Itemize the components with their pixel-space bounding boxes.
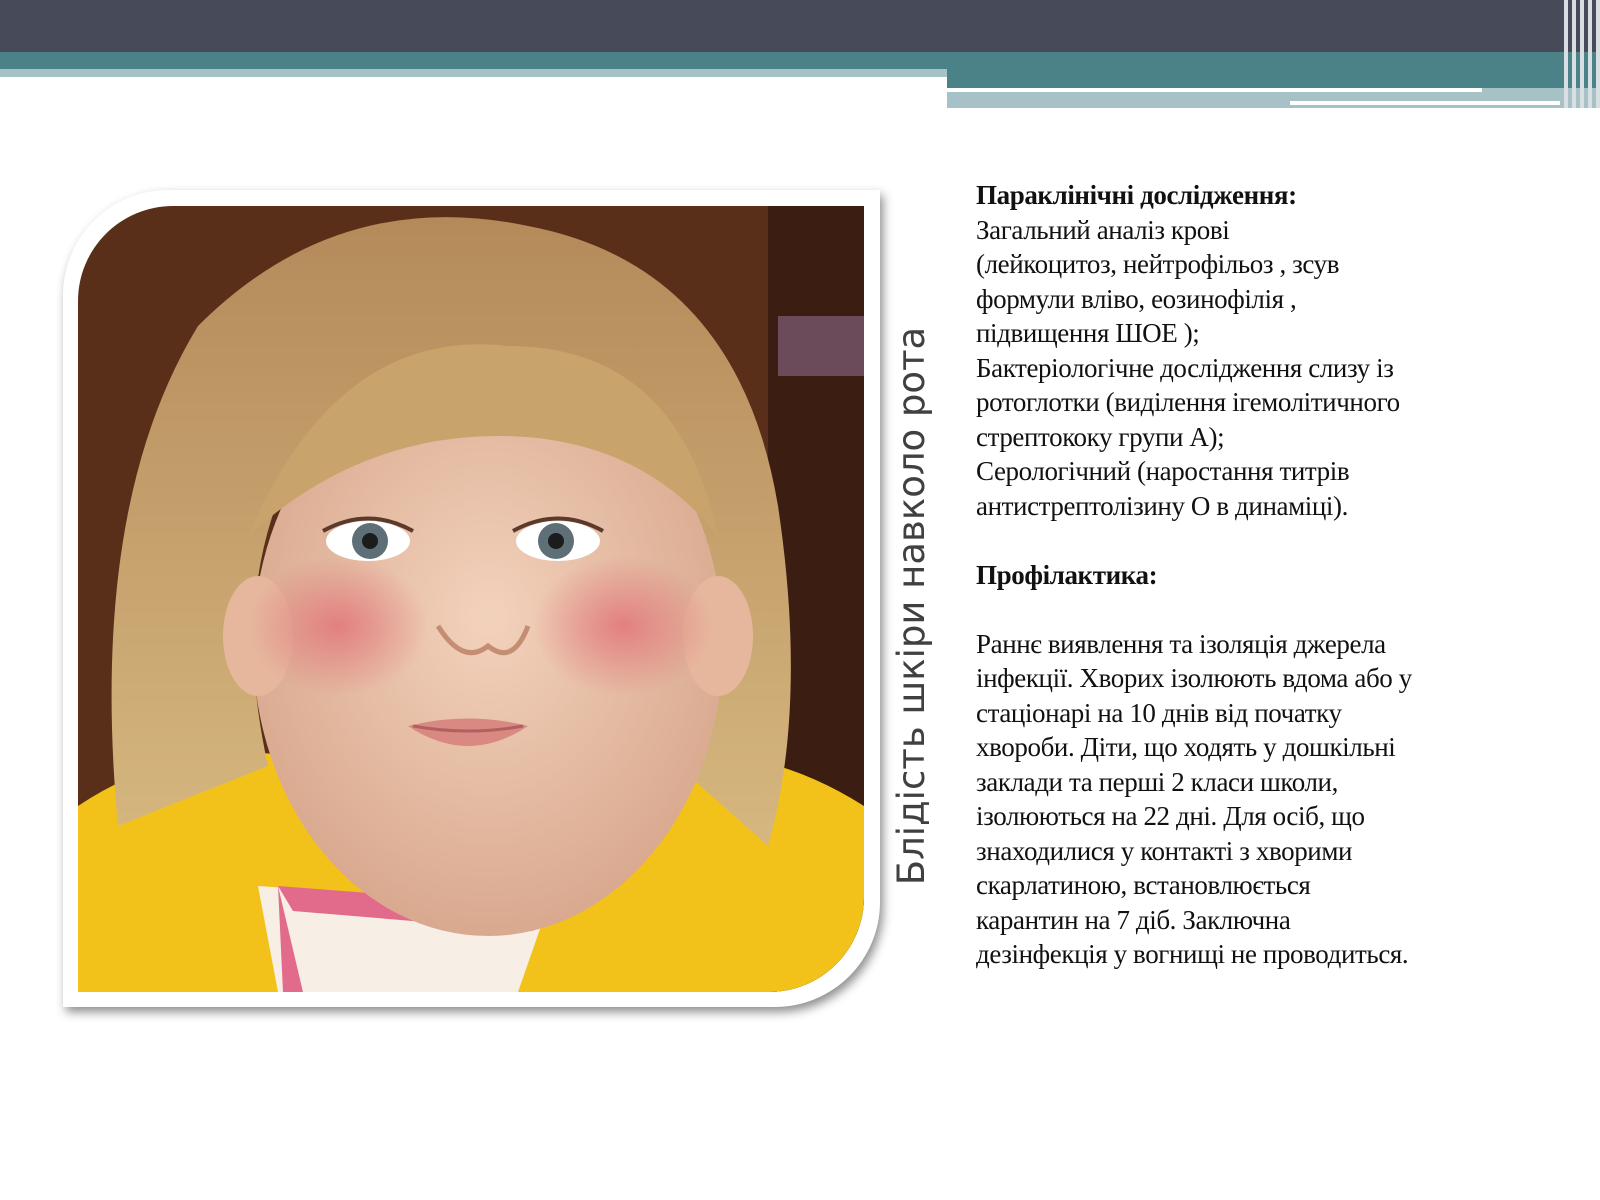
header-white-line [947, 88, 1482, 92]
text-line: (лейкоцитоз, нейтрофільоз , зсув [976, 249, 1340, 279]
text-line: ротоглотки (виділення ігемолітичного [976, 387, 1400, 417]
text-line: інфекції. Хворих ізолюють вдома або у [976, 663, 1412, 693]
text-line: ізолюються на 22 дні. Для осіб, що [976, 801, 1365, 831]
text-line: дезінфекція у вогнищі не проводиться. [976, 939, 1409, 969]
header-stripes [1548, 0, 1600, 108]
text-line: Серологічний (наростання титрів [976, 456, 1350, 486]
header-band-teal [0, 52, 1600, 69]
header-white-line-short [1290, 101, 1560, 105]
header-band-right-teal [947, 69, 1600, 88]
text-line: хвороби. Діти, що ходять у дошкільні [976, 732, 1396, 762]
text-line: антистрептолізину О в динаміці). [976, 490, 1348, 521]
girl-face-photo [78, 206, 864, 992]
girl-face-illustration [78, 206, 864, 992]
text-line: стрептококу групи А); [976, 421, 1225, 452]
text-line: заклади та перші 2 класи школи, [976, 766, 1338, 797]
slide-text-block [976, 178, 1536, 972]
heading-prevention: Профілактика: [976, 559, 1158, 590]
header-band-light [0, 69, 947, 77]
text-line: скарлатиною, встановлюється [976, 870, 1311, 900]
text-line: Загальний аналіз крові [976, 214, 1230, 245]
text-line: стаціонарі на 10 днів від початку [976, 697, 1342, 728]
text-line: Раннє виявлення та ізоляція джерела [976, 628, 1386, 659]
text-line: формули вліво, еозинофілія , [976, 283, 1297, 314]
text-line: Бактеріологічне дослідження слизу із [976, 352, 1394, 383]
text-line: карантин на 7 діб. Заключна [976, 904, 1291, 935]
header-band-dark [0, 0, 1600, 52]
photo-caption: Блідість шкіри навколо рота [890, 326, 933, 886]
text-line: знаходилися у контакті з хворими [976, 835, 1353, 866]
heading-paraclinical: Параклінічні дослідження: [976, 180, 1297, 210]
text-line: підвищення ШОЕ ); [976, 318, 1200, 348]
